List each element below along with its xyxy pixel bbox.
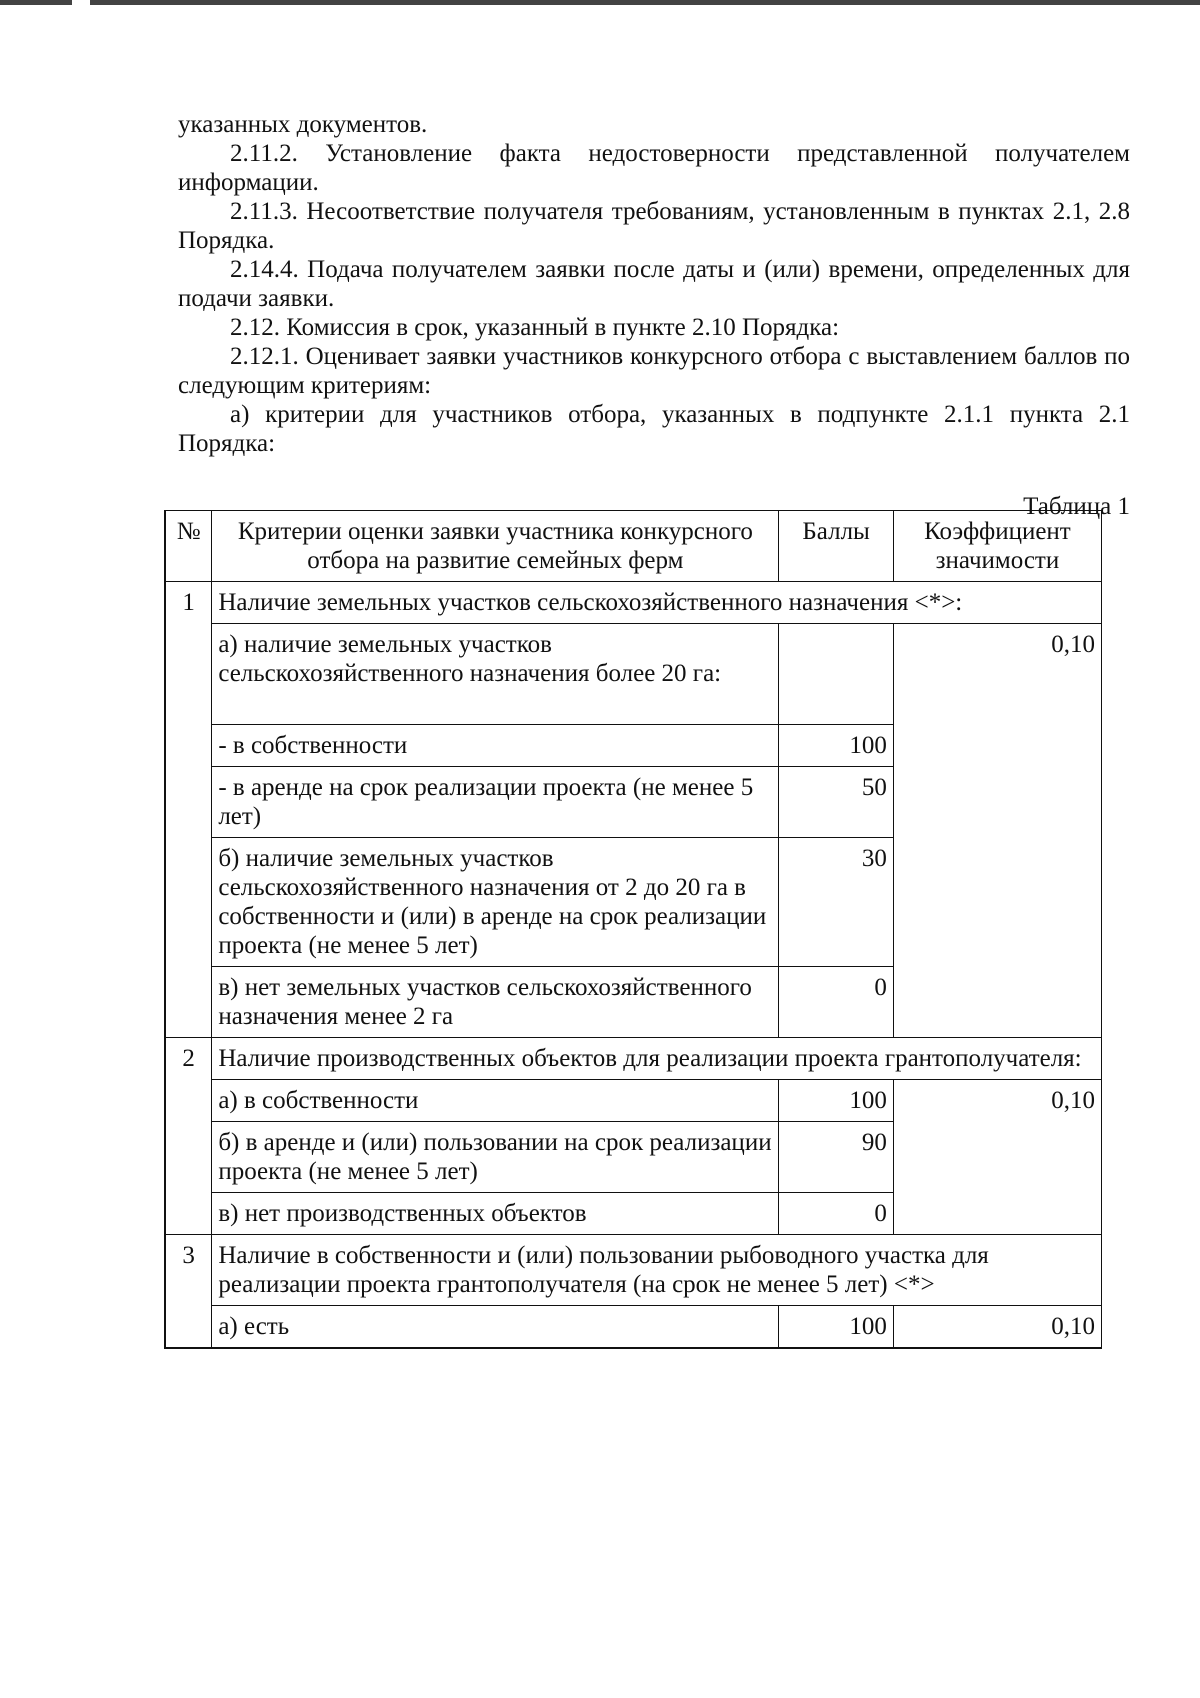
table-row: [165, 582, 1102, 624]
criteria-table: [164, 510, 1102, 1349]
row-number: 1: [165, 582, 212, 1038]
group-title: Наличие земельных участков сельскохозяйственного назначения <*>:: [212, 582, 1102, 624]
paragraph: а) критерии для участников отбора, указанных в подпункте 2.1.1 пункта 2.1 Порядка:: [178, 401, 1130, 457]
header-num: №: [165, 511, 212, 582]
paragraph: 2.14.4. Подача получателем заявки после даты и (или) времени, определенных для подачи заявки.: [178, 256, 1130, 312]
table-row: [165, 1080, 1102, 1122]
table-row: [165, 1038, 1102, 1080]
score-cell: 0: [779, 967, 893, 1038]
criterion-cell: - в собственности: [212, 725, 779, 767]
score-cell: 0: [779, 1193, 893, 1235]
coef-cell: 0,10: [893, 1306, 1101, 1349]
row-number: 2: [165, 1038, 212, 1235]
header-criteria: Критерии оценки заявки участника конкурсного отбора на развитие семейных ферм: [212, 511, 779, 582]
score-cell: 30: [779, 838, 893, 967]
table-row: [165, 1235, 1102, 1306]
paragraph: 2.11.3. Несоответствие получателя требованиям, установленным в пунктах 2.1, 2.8 Порядка.: [178, 198, 1130, 254]
paragraph: указанных документов.: [178, 111, 428, 138]
coef-cell: 0,10: [893, 624, 1101, 1038]
header-score: Баллы: [779, 511, 893, 582]
paragraph: 2.11.2. Установление факта недостоверности представленной получателем информации.: [178, 140, 1130, 196]
criterion-cell: в) нет земельных участков сельскохозяйственного назначения менее 2 га: [212, 967, 779, 1038]
table-row: [165, 624, 1102, 725]
score-cell: 90: [779, 1122, 893, 1193]
score-cell: 100: [779, 1306, 893, 1349]
paragraph: 2.12. Комиссия в срок, указанный в пункте 2.10 Порядка:: [230, 314, 840, 341]
group-title: Наличие производственных объектов для реализации проекта грантополучателя:: [212, 1038, 1102, 1080]
criterion-cell: а) наличие земельных участков сельскохозяйственного назначения более 20 га:: [212, 624, 779, 725]
paragraph: 2.12.1. Оценивает заявки участников конкурсного отбора с выставлением баллов по следующим критериям:: [178, 343, 1130, 399]
criterion-cell: б) в аренде и (или) пользовании на срок реализации проекта (не менее 5 лет): [212, 1122, 779, 1193]
table-row: [165, 1306, 1102, 1349]
criterion-cell: - в аренде на срок реализации проекта (не менее 5 лет): [212, 767, 779, 838]
group-title: Наличие в собственности и (или) пользовании рыбоводного участка для реализации проекта грантополучателя (на срок не менее 5 лет) <*>: [212, 1235, 1102, 1306]
criterion-cell: а) в собственности: [212, 1080, 779, 1122]
score-cell: [779, 624, 893, 725]
body-text: [178, 110, 1130, 458]
table-caption: Таблица 1: [1023, 493, 1130, 520]
header-coef: Коэффициент значимости: [893, 511, 1101, 582]
score-cell: 100: [779, 725, 893, 767]
criterion-cell: в) нет производственных объектов: [212, 1193, 779, 1235]
coef-cell: 0,10: [893, 1080, 1101, 1235]
criterion-cell: б) наличие земельных участков сельскохозяйственного назначения от 2 до 20 га в собственности и (или) в аренде на срок реализации проекта (не менее 5 лет): [212, 838, 779, 967]
row-number: 3: [165, 1235, 212, 1349]
table-header-row: [165, 511, 1102, 582]
score-cell: 50: [779, 767, 893, 838]
page-top-rule: [0, 0, 1200, 5]
score-cell: 100: [779, 1080, 893, 1122]
criterion-cell: а) есть: [212, 1306, 779, 1349]
